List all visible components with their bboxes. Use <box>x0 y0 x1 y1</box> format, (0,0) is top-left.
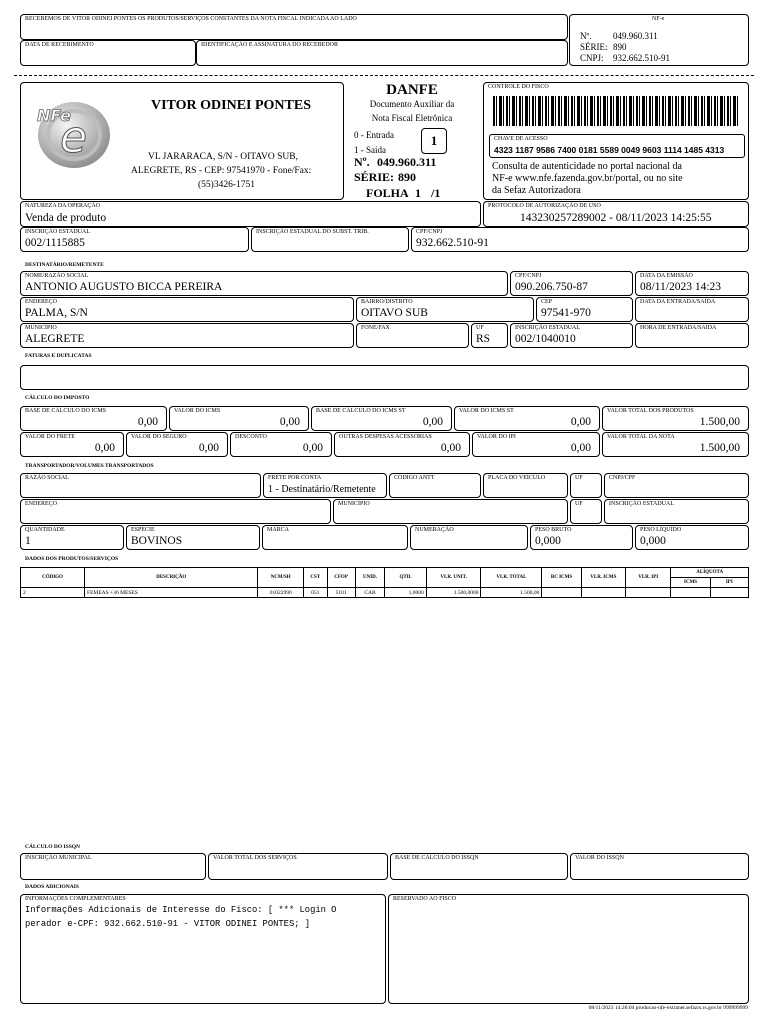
col-header: VLR. UNIT. <box>426 568 481 588</box>
transp-numeracao-box <box>410 525 528 550</box>
dest-ie-label: INSCRIÇÃO ESTADUAL <box>515 325 581 331</box>
transp-peso-liquido-label: PESO LÍQUIDO <box>640 527 682 533</box>
transp-especie-value: BOVINOS <box>131 535 183 547</box>
emitente-cnpj-box <box>411 227 749 252</box>
transp-peso-liquido-value: 0,000 <box>640 535 666 547</box>
icms-st-box <box>454 406 600 431</box>
issqn-section: CÁLCULO DO ISSQN <box>25 844 81 850</box>
ipi-value: 0,00 <box>570 442 591 454</box>
ie-value: 002/1115885 <box>25 237 85 249</box>
dest-entrada-saida-label: DATA DA ENTRADA/SAÍDA <box>640 299 716 305</box>
cell-descricao: FEMEAS +36 MESES <box>85 588 258 598</box>
dest-uf-label: UF <box>476 325 484 331</box>
col-header: CFOP <box>327 568 355 588</box>
cell-codigo: 2 <box>21 588 85 598</box>
dest-uf-box <box>471 323 508 348</box>
dest-cpf-label: CPF/CNPJ <box>515 273 542 279</box>
transp-uf2-box <box>570 499 602 524</box>
aliquota-header: ALÍQUOTA <box>671 568 749 578</box>
transp-placa-label: PLACA DO VEÍCULO <box>488 475 546 481</box>
canhoto-numero: 049.960.311 <box>613 31 658 41</box>
aliquota-icms-header: ICMS <box>671 578 710 588</box>
transp-especie-label: ESPÉCIE <box>131 527 155 533</box>
issqn-servicos-label: VALOR TOTAL DOS SERVIÇOS <box>213 855 297 861</box>
transp-peso-bruto-value: 0,000 <box>535 535 561 547</box>
cell-vlr-ipi <box>626 588 671 598</box>
canhoto-serie-label: SÉRIE: <box>580 42 608 52</box>
col-header: DESCRIÇÃO <box>85 568 258 588</box>
transp-quantidade-box <box>20 525 124 550</box>
transp-numeracao-label: NUMERAÇÃO <box>415 527 454 533</box>
danfe-numero-label: Nº. <box>354 155 370 169</box>
cell-unid: CAB <box>355 588 385 598</box>
dest-emissao-box <box>635 271 749 296</box>
consulta-line2: NF-e www.nfe.fazenda.gov.br/portal, ou no site <box>492 173 683 184</box>
col-header: UNID. <box>355 568 385 588</box>
transp-placa-box <box>483 473 568 498</box>
total-nota-value: 1.500,00 <box>699 442 740 454</box>
frete-label: VALOR DO FRETE <box>25 434 75 440</box>
transp-peso-bruto-label: PESO BRUTO <box>535 527 572 533</box>
dest-hora-label: HORA DE ENTRADA/SAÍDA <box>640 325 717 331</box>
transp-uf2-label: UF <box>575 501 583 507</box>
bc-st-value: 0,00 <box>422 416 443 428</box>
dest-emissao-label: DATA DA EMISSÃO <box>640 273 693 279</box>
canhoto-date-box <box>20 40 196 66</box>
outras-value: 0,00 <box>440 442 461 454</box>
ipi-box <box>472 432 600 457</box>
danfe-entrada: 0 - Entrada <box>354 130 394 140</box>
total-produtos-value: 1.500,00 <box>699 416 740 428</box>
transp-frete-value: 1 - Destinatário/Remetente <box>268 484 376 495</box>
cell-vlr-total: 1.500,00 <box>481 588 542 598</box>
canhoto-date-label: DATA DE RECEBIMENTO <box>25 42 94 48</box>
transp-antt-label: CÓDIGO ANTT <box>394 475 435 481</box>
consulta-line1: Consulta de autenticidade no portal nacional da <box>492 161 682 172</box>
desconto-label: DESCONTO <box>235 434 267 440</box>
transp-frete-label: FRETE POR CONTA <box>268 475 322 481</box>
total-nota-box <box>602 432 749 457</box>
consulta-line3: da Sefaz Autorizadora <box>492 185 581 196</box>
info-line2: perador e-CPF: 932.662.510-91 - VITOR ODINEI PONTES; ] <box>25 919 311 929</box>
dest-municipio-label: MUNICÍPIO <box>25 325 57 331</box>
outras-box <box>334 432 470 457</box>
canhoto-numero-label: Nº. <box>580 31 592 41</box>
dest-nome-value: ANTONIO AUGUSTO BICCA PEREIRA <box>25 281 223 293</box>
issqn-servicos-box <box>208 853 388 880</box>
cell-bc-icms <box>542 588 581 598</box>
transp-endereco-box <box>20 499 331 524</box>
col-header: VLR. IPI <box>626 568 671 588</box>
seguro-box <box>126 432 228 457</box>
transp-cnpj-label: CNPJ/CPF <box>609 475 636 481</box>
dest-ie-box <box>510 323 633 348</box>
cell-ncm: 01022990 <box>258 588 303 598</box>
bc-icms-value: 0,00 <box>137 416 158 428</box>
dest-cpf-value: 090.206.750-87 <box>515 281 588 293</box>
footer-timestamp: 08/11/2023 14:26:04 producao-nfe-extranet.sefazrs.rs.gov.br 999999999 <box>588 1005 748 1011</box>
danfe-folha-label: FOLHA <box>366 186 409 200</box>
col-header: VLR. TOTAL <box>481 568 542 588</box>
ie-label: INSCRIÇÃO ESTADUAL <box>25 229 91 235</box>
danfe-subtitle1: Documento Auxiliar da <box>369 99 455 109</box>
emitente-phone: (55)3426-1751 <box>198 180 255 190</box>
reservado-fisco-label: RESERVADO AO FISCO <box>393 896 457 902</box>
transp-ie-label: INSCRIÇÃO ESTADUAL <box>609 501 675 507</box>
col-header: VLR. ICMS <box>581 568 625 588</box>
transp-peso-liquido-box <box>635 525 749 550</box>
transp-peso-bruto-box <box>530 525 633 550</box>
bc-st-label: BASE DE CÁLCULO DO ICMS ST <box>316 408 406 414</box>
dest-endereco-label: ENDEREÇO <box>25 299 57 305</box>
emitente-name: VITOR ODINEI PONTES <box>151 98 312 113</box>
cell-aliq-icms <box>671 588 710 598</box>
total-produtos-box <box>602 406 749 431</box>
cell-cst: 051 <box>303 588 327 598</box>
col-header: BC ICMS <box>542 568 581 588</box>
dest-nome-box <box>20 271 508 296</box>
produtos-section: DADOS DOS PRODUTOS/SERVIÇOS <box>25 556 119 562</box>
natureza-label: NATUREZA DA OPERAÇÃO <box>25 203 101 209</box>
transp-cnpj-box <box>604 473 749 498</box>
dest-hora-box <box>635 323 749 348</box>
issqn-im-label: INSCRIÇÃO MUNICIPAL <box>25 855 92 861</box>
transp-especie-box <box>126 525 260 550</box>
transp-uf-label: UF <box>575 475 583 481</box>
protocolo-value: 143230257289002 - 08/11/2023 14:25:55 <box>520 212 712 224</box>
emitente-address-line2: ALEGRETE, RS - CEP: 97541970 - Fone/Fax: <box>131 166 312 176</box>
desconto-box <box>230 432 332 457</box>
controle-fisco-box <box>483 82 749 200</box>
total-nota-label: VALOR TOTAL DA NOTA <box>607 434 675 440</box>
canhoto-cnpj: 932.662.510-91 <box>613 53 670 63</box>
danfe-title: DANFE <box>386 82 438 98</box>
transp-frete-box <box>263 473 387 498</box>
icms-value: 0,00 <box>279 416 300 428</box>
danfe-saida: 1 - Saída <box>354 145 386 155</box>
controle-fisco-label: CONTROLE DO FISCO <box>488 84 549 90</box>
ie-st-box <box>251 227 409 252</box>
danfe-tipo-box <box>421 128 447 154</box>
danfe-serie-label: SÉRIE: <box>354 170 395 184</box>
danfe-block <box>344 82 480 200</box>
col-header: CÓDIGO <box>21 568 85 588</box>
cell-vlr-icms <box>581 588 625 598</box>
transporte-section: TRANSPORTADOR/VOLUMES TRANSPORTADOS <box>25 463 154 469</box>
bc-icms-label: BASE DE CÁLCULO DO ICMS <box>25 408 107 414</box>
protocolo-label: PROTOCOLO DE AUTORIZAÇÃO DE USO <box>488 203 601 209</box>
dest-entrada-saida-box <box>635 297 749 322</box>
table-row <box>21 588 749 598</box>
ie-st-label: INSCRIÇÃO ESTADUAL DO SUBST. TRIB. <box>256 229 369 235</box>
dest-cpf-box <box>510 271 633 296</box>
canhoto-received <box>20 14 568 40</box>
dest-municipio-box <box>20 323 354 348</box>
issqn-valor-box <box>570 853 749 880</box>
col-header: CST <box>303 568 327 588</box>
cell-cfop: 5101 <box>327 588 355 598</box>
dest-cep-label: CEP <box>541 299 553 305</box>
faturas-box <box>20 365 749 390</box>
danfe-serie: 890 <box>398 170 416 184</box>
col-header: QTD. <box>385 568 426 588</box>
cell-aliq-ipi <box>710 588 748 598</box>
bc-icms-box <box>20 406 167 431</box>
transp-razao-box <box>20 473 261 498</box>
emitente-address-line1: VL JARARACA, S/N - OITAVO SUB, <box>148 152 298 162</box>
chave-acesso-box <box>489 134 745 158</box>
info-line1: Informações Adicionais de Interesse do Fisco: [ *** Login O <box>25 905 337 915</box>
dest-emissao-value: 08/11/2023 14:23 <box>640 281 722 293</box>
imposto-section: CÁLCULO DO IMPOSTO <box>25 395 90 401</box>
bc-st-box <box>311 406 452 431</box>
transp-ie-box <box>604 499 749 524</box>
transp-endereco-label: ENDEREÇO <box>25 501 57 507</box>
canhoto-cnpj-label: CNPJ: <box>580 53 604 63</box>
dest-endereco-value: PALMA, S/N <box>25 307 88 319</box>
issqn-bc-label: BASE DE CÁLCULO DO ISSQN <box>395 855 479 861</box>
total-produtos-label: VALOR TOTAL DOS PRODUTOS <box>607 408 694 414</box>
issqn-bc-box <box>390 853 568 880</box>
danfe-folha-total: /1 <box>431 186 441 200</box>
danfe-folha: 1 <box>415 186 421 200</box>
canhoto-received-text: RECEBEMOS DE VITOR ODINEI PONTES OS PRODUTOS/SERVIÇOS CONSTANTES DA NOTA FISCAL INDICADA AO LADO <box>25 16 357 22</box>
nfe-logo-icon <box>33 97 115 171</box>
canhoto-nfe-box <box>569 14 749 66</box>
danfe-tipo: 1 <box>430 133 438 148</box>
cell-vlr-unit: 1.500,0000 <box>426 588 481 598</box>
outras-label: OUTRAS DESPESAS ACESSÓRIAS <box>339 434 432 440</box>
natureza-value: Venda de produto <box>25 212 107 224</box>
transp-antt-box <box>389 473 481 498</box>
canhoto-signature-box <box>196 40 568 66</box>
icms-st-value: 0,00 <box>570 416 591 428</box>
nfe-logo-text: NFe <box>37 106 71 125</box>
emitente-cnpj-value: 932.662.510-91 <box>416 237 489 249</box>
dest-cep-value: 97541-970 <box>541 307 591 319</box>
info-complementares-box <box>20 894 386 1004</box>
aliquota-ipi-header: IPI <box>710 578 748 588</box>
seguro-value: 0,00 <box>198 442 219 454</box>
cut-line-divider <box>14 75 754 76</box>
dest-cep-box <box>536 297 633 322</box>
dest-bairro-value: OITAVO SUB <box>361 307 428 319</box>
transp-marca-label: MARCA <box>267 527 290 533</box>
svg-text:e: e <box>60 112 88 163</box>
dest-municipio-value: ALEGRETE <box>25 333 85 345</box>
info-complementares-label: INFORMAÇÕES COMPLEMENTARES <box>25 896 126 902</box>
icms-box <box>169 406 309 431</box>
frete-box <box>20 432 124 457</box>
canhoto-serie: 890 <box>613 42 627 52</box>
frete-value: 0,00 <box>94 442 115 454</box>
emitente-box <box>20 82 344 200</box>
canhoto-nfe-label: NF-e <box>652 16 665 22</box>
dest-fone-box <box>356 323 469 348</box>
icms-label: VALOR DO ICMS <box>174 408 221 414</box>
canhoto-signature-label: IDENTIFICAÇÃO E ASSINATURA DO RECEBEDOR <box>201 42 339 48</box>
issqn-valor-label: VALOR DO ISSQN <box>575 855 624 861</box>
danfe-subtitle2: Nota Fiscal Eletrônica <box>371 113 453 123</box>
transp-razao-label: RAZÃO SOCIAL <box>25 475 69 481</box>
transp-quantidade-value: 1 <box>25 535 31 547</box>
reservado-fisco-box <box>388 894 749 1004</box>
transp-marca-box <box>262 525 408 550</box>
ie-box <box>20 227 249 252</box>
emitente-cnpj-label: CPF/CNPJ <box>416 229 443 235</box>
icms-st-label: VALOR DO ICMS ST <box>459 408 514 414</box>
dest-bairro-box <box>356 297 534 322</box>
issqn-im-box <box>20 853 206 880</box>
seguro-label: VALOR DO SEGURO <box>131 434 187 440</box>
protocolo-box <box>483 201 749 227</box>
ipi-label: VALOR DO IPI <box>477 434 516 440</box>
produtos-table <box>20 567 749 598</box>
transp-quantidade-label: QUANTIDADE <box>25 527 65 533</box>
dest-ie-value: 002/1040010 <box>515 333 576 345</box>
col-header: NCM/SH <box>258 568 303 588</box>
destinatario-section: DESTINATÁRIO/REMETENTE <box>25 262 104 268</box>
transp-municipio-label: MUNICÍPIO <box>338 501 370 507</box>
transp-municipio-box <box>333 499 568 524</box>
chave-acesso-label: CHAVE DE ACESSO <box>494 136 548 142</box>
transp-uf-box <box>570 473 602 498</box>
natureza-box <box>20 201 481 227</box>
barcode-icon <box>493 96 739 126</box>
dest-nome-label: NOME/RAZÃO SOCIAL <box>25 273 89 279</box>
dest-fone-label: FONE/FAX <box>361 325 390 331</box>
cell-qtd: 1,0000 <box>385 588 426 598</box>
faturas-section: FATURAS E DUPLICATAS <box>25 353 92 359</box>
adicionais-section: DADOS ADICIONAIS <box>25 884 79 890</box>
chave-acesso: 4323 1187 9586 7400 0181 5589 0049 9603 1114 1485 4313 <box>494 145 725 155</box>
danfe-numero: 049.960.311 <box>377 155 437 169</box>
dest-bairro-label: BAIRRO/DISTRITO <box>361 299 413 305</box>
dest-uf-value: RS <box>476 333 491 345</box>
desconto-value: 0,00 <box>302 442 323 454</box>
dest-endereco-box <box>20 297 354 322</box>
